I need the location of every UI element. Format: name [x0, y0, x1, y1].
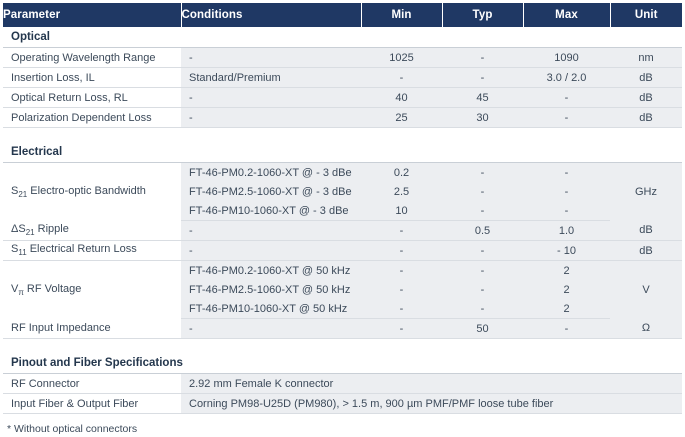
section-title-pinout: Pinout and Fiber Specifications	[3, 353, 682, 374]
table-row	[3, 68, 682, 88]
row-max: -	[523, 163, 610, 183]
row-max: - 10	[523, 241, 610, 261]
header-conditions: Conditions	[181, 3, 361, 27]
header-min: Min	[361, 3, 442, 27]
table-header	[3, 3, 682, 27]
row-unit: GHz	[610, 163, 682, 221]
row-max: -	[523, 319, 610, 339]
table-row	[3, 108, 682, 128]
row-cond: FT-46-PM0.2-1060-XT @ 50 kHz	[181, 261, 361, 281]
row-unit: dB	[610, 108, 682, 128]
section-header-electrical	[3, 142, 682, 163]
row-min: -	[361, 68, 442, 88]
row-typ: -	[442, 299, 523, 319]
row-param: RF Connector	[3, 374, 181, 394]
table-row	[3, 163, 682, 183]
row-value: Corning PM98-U25D (PM980), > 1.5 m, 900 µm PMF/PMF loose tube fiber	[181, 394, 682, 414]
row-min: 0.2	[361, 163, 442, 183]
row-unit: dB	[610, 68, 682, 88]
row-param: RF Input Impedance	[3, 319, 181, 339]
row-param: $S_{21}$ Electro-optic Bandwidth	[3, 163, 181, 221]
row-min: 2.5	[361, 182, 442, 201]
row-min: -	[361, 261, 442, 281]
row-typ: -	[442, 261, 523, 281]
row-typ: -	[442, 48, 523, 68]
header-unit: Unit	[610, 3, 682, 27]
row-max: -	[523, 182, 610, 201]
row-max: 3.0 / 2.0	[523, 68, 610, 88]
row-max: -	[523, 201, 610, 221]
header-parameter: Parameter	[3, 3, 181, 27]
section-header-optical	[3, 27, 682, 48]
section-title-optical: Optical	[3, 27, 682, 48]
row-typ: -	[442, 201, 523, 221]
row-value: 2.92 mm Female K connector	[181, 374, 682, 394]
row-cond: Standard/Premium	[181, 68, 361, 88]
row-min: -	[361, 319, 442, 339]
row-unit: dB	[610, 241, 682, 261]
row-min: 40	[361, 88, 442, 108]
row-unit: Ω	[610, 319, 682, 339]
row-param: Operating Wavelength Range	[3, 48, 181, 68]
row-typ: -	[442, 163, 523, 183]
row-min: 10	[361, 201, 442, 221]
section-header-pinout	[3, 353, 682, 374]
row-min: -	[361, 241, 442, 261]
table-row	[3, 221, 682, 241]
row-max: 2	[523, 299, 610, 319]
row-typ: 0.5	[442, 221, 523, 241]
row-typ: 50	[442, 319, 523, 339]
row-param: $\Delta S_{21}$ Ripple	[3, 221, 181, 241]
row-cond: -	[181, 48, 361, 68]
header-typ: Typ	[442, 3, 523, 27]
row-max: -	[523, 88, 610, 108]
table-header-row	[3, 3, 682, 27]
row-min: -	[361, 280, 442, 299]
row-typ: -	[442, 68, 523, 88]
row-min: 1025	[361, 48, 442, 68]
row-max: -	[523, 108, 610, 128]
row-cond: FT-46-PM2.5-1060-XT @ 50 kHz	[181, 280, 361, 299]
row-max: 1090	[523, 48, 610, 68]
table-body	[3, 27, 682, 414]
footnote: * Without optical connectors	[7, 423, 138, 435]
section-spacer	[3, 339, 682, 354]
row-cond: -	[181, 221, 361, 241]
table-row	[3, 48, 682, 68]
section-title-electrical: Electrical	[3, 142, 682, 163]
table-row	[3, 319, 682, 339]
row-cond: -	[181, 319, 361, 339]
row-max: 1.0	[523, 221, 610, 241]
row-cond: -	[181, 108, 361, 128]
table-row	[3, 88, 682, 108]
row-cond: -	[181, 88, 361, 108]
row-cond: FT-46-PM10-1060-XT @ - 3 dBe	[181, 201, 361, 221]
row-typ: -	[442, 241, 523, 261]
table-row	[3, 374, 682, 394]
row-max: 2	[523, 261, 610, 281]
row-typ: -	[442, 182, 523, 201]
header-max: Max	[523, 3, 610, 27]
table-row	[3, 261, 682, 281]
table-row	[3, 394, 682, 414]
row-min: 25	[361, 108, 442, 128]
specifications-table	[3, 3, 682, 414]
row-param: Polarization Dependent Loss	[3, 108, 181, 128]
row-cond: -	[181, 241, 361, 261]
table-row	[3, 241, 682, 261]
row-cond: FT-46-PM2.5-1060-XT @ - 3 dBe	[181, 182, 361, 201]
row-typ: -	[442, 280, 523, 299]
row-cond: FT-46-PM10-1060-XT @ 50 kHz	[181, 299, 361, 319]
row-param: Input Fiber & Output Fiber	[3, 394, 181, 414]
row-typ: 45	[442, 88, 523, 108]
row-unit: dB	[610, 88, 682, 108]
row-param: $S_{11}$ Electrical Return Loss	[3, 241, 181, 261]
row-unit: dB	[610, 221, 682, 241]
row-cond: FT-46-PM0.2-1060-XT @ - 3 dBe	[181, 163, 361, 183]
row-param: Optical Return Loss, RL	[3, 88, 181, 108]
section-spacer	[3, 128, 682, 143]
row-min: -	[361, 299, 442, 319]
row-typ: 30	[442, 108, 523, 128]
row-unit: V	[610, 261, 682, 319]
row-max: 2	[523, 280, 610, 299]
row-min: -	[361, 221, 442, 241]
row-param: $V_\pi$ RF Voltage	[3, 261, 181, 319]
row-unit: nm	[610, 48, 682, 68]
row-param: Insertion Loss, IL	[3, 68, 181, 88]
